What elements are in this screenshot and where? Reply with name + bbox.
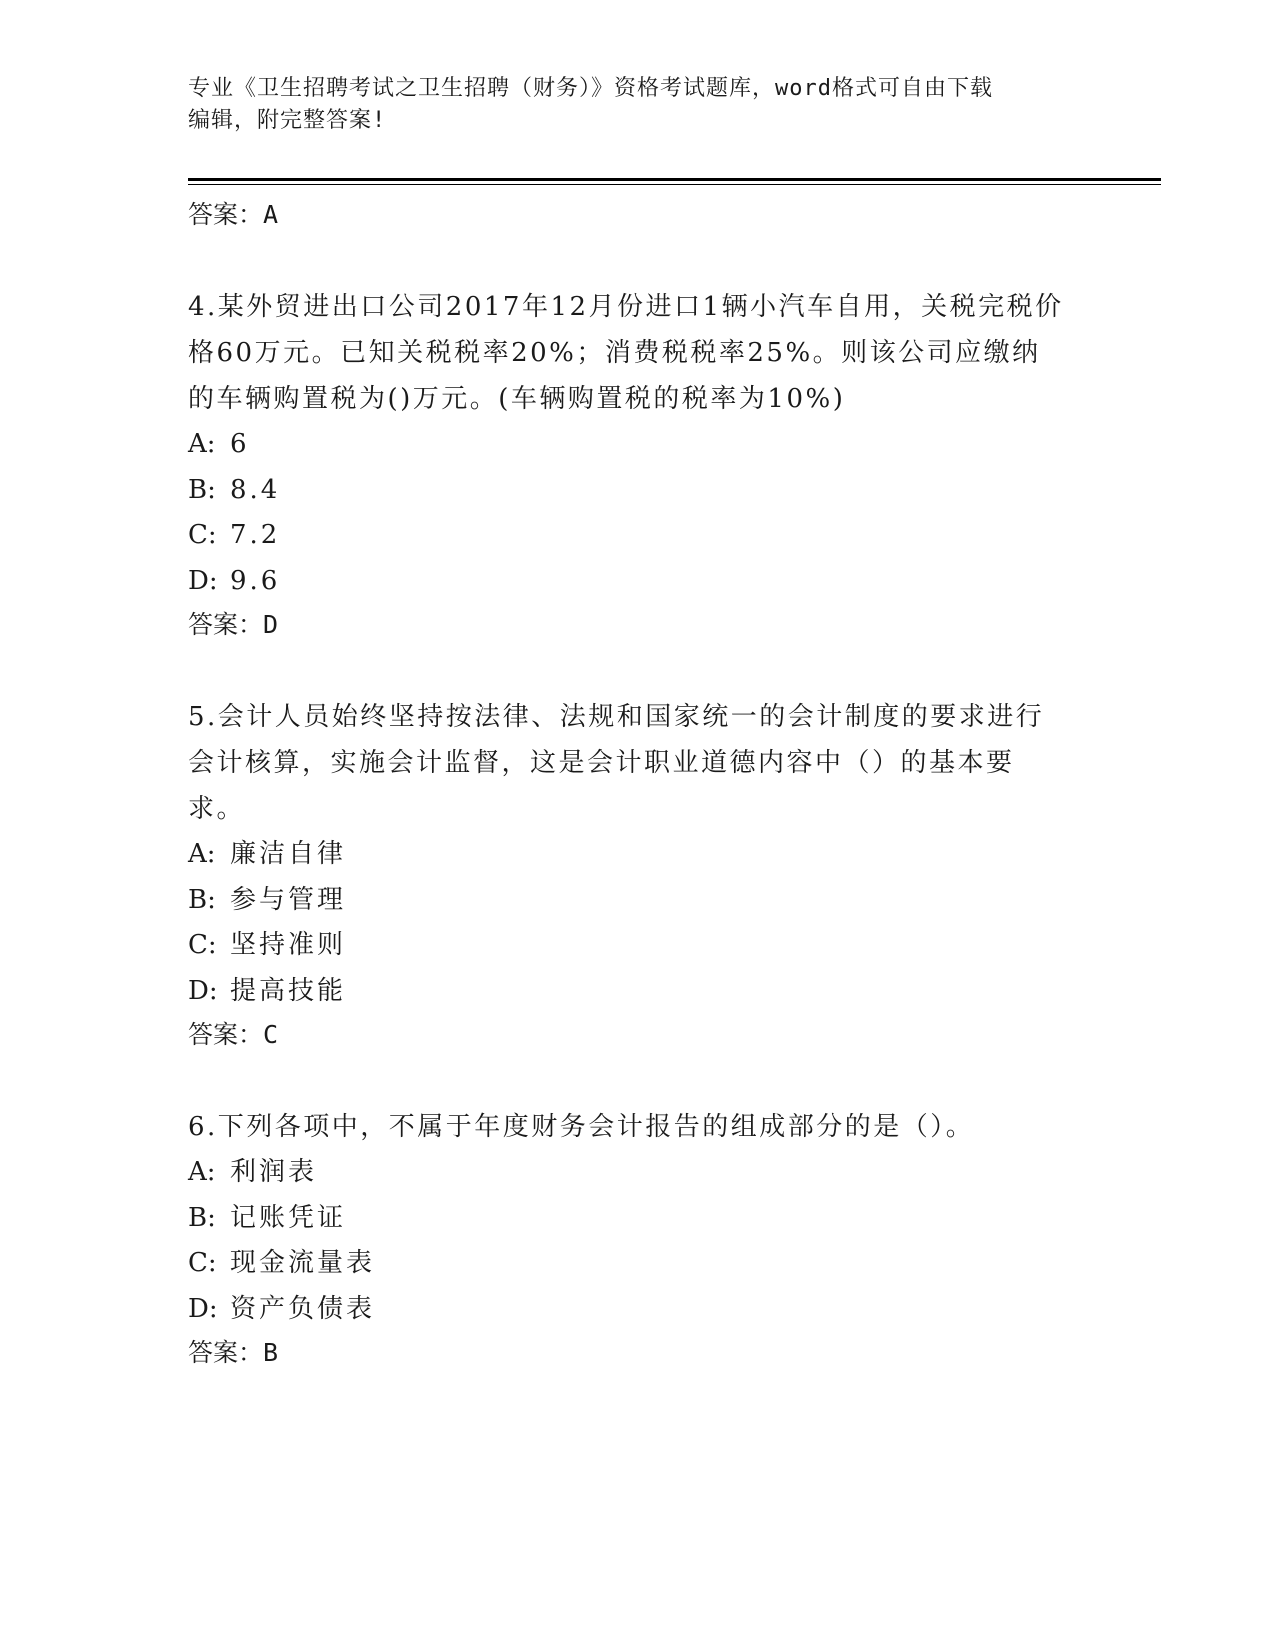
option-letter: A: xyxy=(188,839,216,869)
question-6 xyxy=(188,1104,1068,1374)
option-letter: A: xyxy=(188,429,216,459)
option-letter: B: xyxy=(188,474,216,505)
option-text: 提高技能 xyxy=(230,975,347,1006)
option-c xyxy=(188,513,1068,559)
option-letter: D: xyxy=(188,565,218,596)
option-a xyxy=(188,832,1068,878)
question-list xyxy=(188,194,1068,1374)
header-line-1: 专业《卫生招聘考试之卫生招聘（财务）》资格考试题库，word格式可自由下载 xyxy=(188,76,993,101)
option-letter: B: xyxy=(188,884,216,915)
option-text: 现金流量表 xyxy=(230,1248,376,1278)
option-letter: C: xyxy=(188,930,217,960)
question-stem: 5.会计人员始终坚持按法律、法规和国家统一的会计制度的要求进行会计核算，实施会计监督，这是会计职业道德内容中（）的基本要求。 xyxy=(188,702,1045,824)
option-text: 9.6 xyxy=(230,565,281,596)
option-b xyxy=(188,1196,1068,1242)
answer-line: 答案：C xyxy=(188,1020,279,1049)
option-b xyxy=(188,468,1068,514)
previous-answer: 答案：A xyxy=(188,200,279,229)
question-stem: 4.某外贸进出口公司2017年12月份进口1辆小汽车自用，关税完税价格60万元。已知关税税率20%；消费税税率25%。则该公司应缴纳的车辆购置税为()万元。(车辆购置税的税率为10%) xyxy=(188,292,1064,414)
header-divider-thin xyxy=(188,184,1161,185)
header-divider-thick xyxy=(188,178,1161,181)
question-4 xyxy=(188,284,1068,646)
option-d xyxy=(188,1287,1068,1333)
option-text: 6 xyxy=(230,429,250,459)
option-text: 廉洁自律 xyxy=(230,839,347,869)
option-letter: D: xyxy=(188,975,218,1006)
option-text: 参与管理 xyxy=(230,884,347,915)
option-a xyxy=(188,1150,1068,1196)
question-stem: 6.下列各项中，不属于年度财务会计报告的组成部分的是（）。 xyxy=(188,1112,975,1142)
option-b xyxy=(188,878,1068,924)
option-letter: D: xyxy=(188,1293,218,1324)
option-letter: A: xyxy=(188,1157,216,1187)
question-5 xyxy=(188,694,1068,1056)
option-letter: B: xyxy=(188,1202,216,1233)
option-text: 7.2 xyxy=(230,520,281,550)
option-text: 坚持准则 xyxy=(230,930,347,960)
option-c xyxy=(188,923,1068,969)
document-header xyxy=(188,73,1088,137)
option-text: 8.4 xyxy=(230,474,281,505)
option-c xyxy=(188,1241,1068,1287)
option-letter: C: xyxy=(188,1248,217,1278)
header-line-2: 编辑，附完整答案! xyxy=(188,108,387,133)
option-text: 利润表 xyxy=(230,1157,318,1187)
option-text: 资产负债表 xyxy=(230,1293,376,1324)
option-letter: C: xyxy=(188,520,217,550)
option-a xyxy=(188,422,1068,468)
option-d xyxy=(188,969,1068,1015)
answer-line: 答案：B xyxy=(188,1338,279,1367)
answer-line: 答案：D xyxy=(188,610,279,639)
option-text: 记账凭证 xyxy=(230,1202,347,1233)
option-d xyxy=(188,559,1068,605)
